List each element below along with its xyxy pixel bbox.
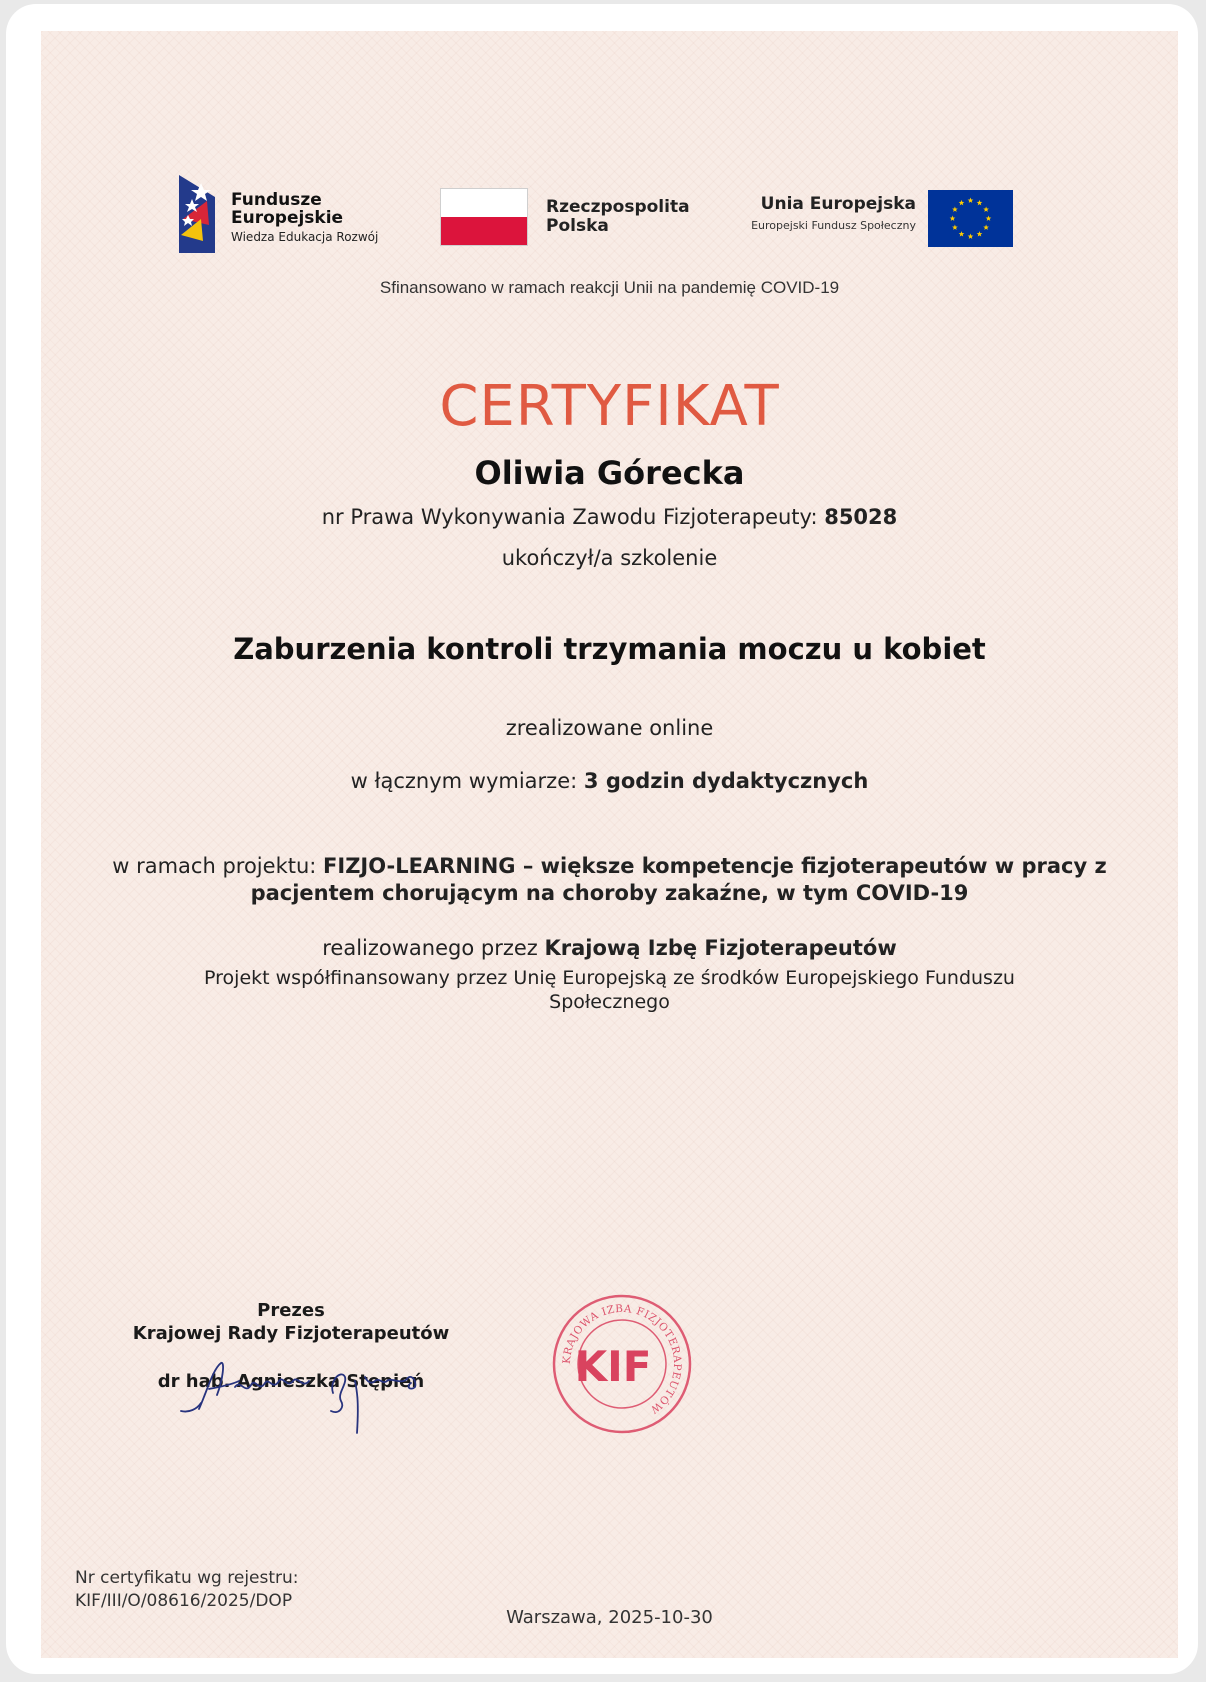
polish-flag-icon [440,188,528,246]
mode-text: zrealizowane online [505,716,714,740]
registry-number: KIF/III/O/08616/2025/DOP [75,1591,293,1611]
fundusze-europejskie-text [231,191,378,244]
certificate-title: CERTYFIKAT [439,374,780,439]
stamp-ring-text: KRAJOWA IZBA FIZJOTERAPEUTÓW [560,1302,684,1416]
fe-line2: Europejskie [231,208,344,228]
signatory-role-line2: Krajowej Rady Fizjoterapeutów [132,1323,450,1344]
completed-text: ukończył/a szkolenie [501,546,718,570]
hours-label: w łącznym wymiarze: [350,769,578,793]
registry-label: Nr certyfikatu wg rejestru: [75,1568,299,1588]
project-line [101,853,1118,907]
pl-line2: Polska [546,216,609,236]
cofinanced-line2: Społecznego [549,991,670,1013]
course-title: Zaburzenia kontroli trzymania moczu u kobiet [233,632,986,666]
place-date: Warszawa, 2025-10-30 [506,1607,713,1628]
license-line [41,505,1178,529]
realized-label: realizowanego przez [322,936,538,960]
hours-line [41,769,1178,793]
realized-line [41,936,1178,960]
realized-by: Krajową Izbę Fizjoterapeutów [544,936,897,960]
funded-note: Sfinansowano w ramach reakcji Unii na pandemię COVID-19 [379,278,840,297]
license-label: nr Prawa Wykonywania Zawodu Fizjoterapeuty: [321,505,818,529]
handwritten-signature [179,1351,449,1436]
stamp-logo-text: KIF [574,1342,652,1391]
eu-line2: Europejski Fundusz Społeczny [751,219,916,232]
project-label: w ramach projektu: [112,854,317,878]
cofinanced-line1: Projekt współfinansowany przez Unię Europejską ze środków Europejskiego Funduszu [204,967,1015,989]
signatory-name: dr hab. Agnieszka Stępień [157,1371,425,1392]
page-frame [6,4,1198,1674]
kif-stamp [551,1293,693,1435]
license-number: 85028 [824,505,898,529]
fe-line1: Fundusze [231,190,322,210]
fe-line3: Wiedza Edukacja Rozwój [231,230,379,244]
hours-value: 3 godzin dydaktycznych [583,769,869,793]
project-name: FIZJO-LEARNING – większe kompetencje fizjoterapeutów w pracy z pacjentem chorującym na choroby zakaźne, w tym COVID-19 [250,854,1107,905]
signatory-role-line1: Prezes [257,1300,325,1321]
pl-line1: Rzeczpospolita [546,197,690,217]
recipient-name: Oliwia Górecka [474,454,745,492]
rzeczpospolita-polska-text [546,198,690,236]
eu-line1: Unia Europejska [760,194,916,214]
certificate [41,31,1178,1658]
unia-europejska-text [701,194,916,232]
eu-flag-icon [928,190,1013,247]
